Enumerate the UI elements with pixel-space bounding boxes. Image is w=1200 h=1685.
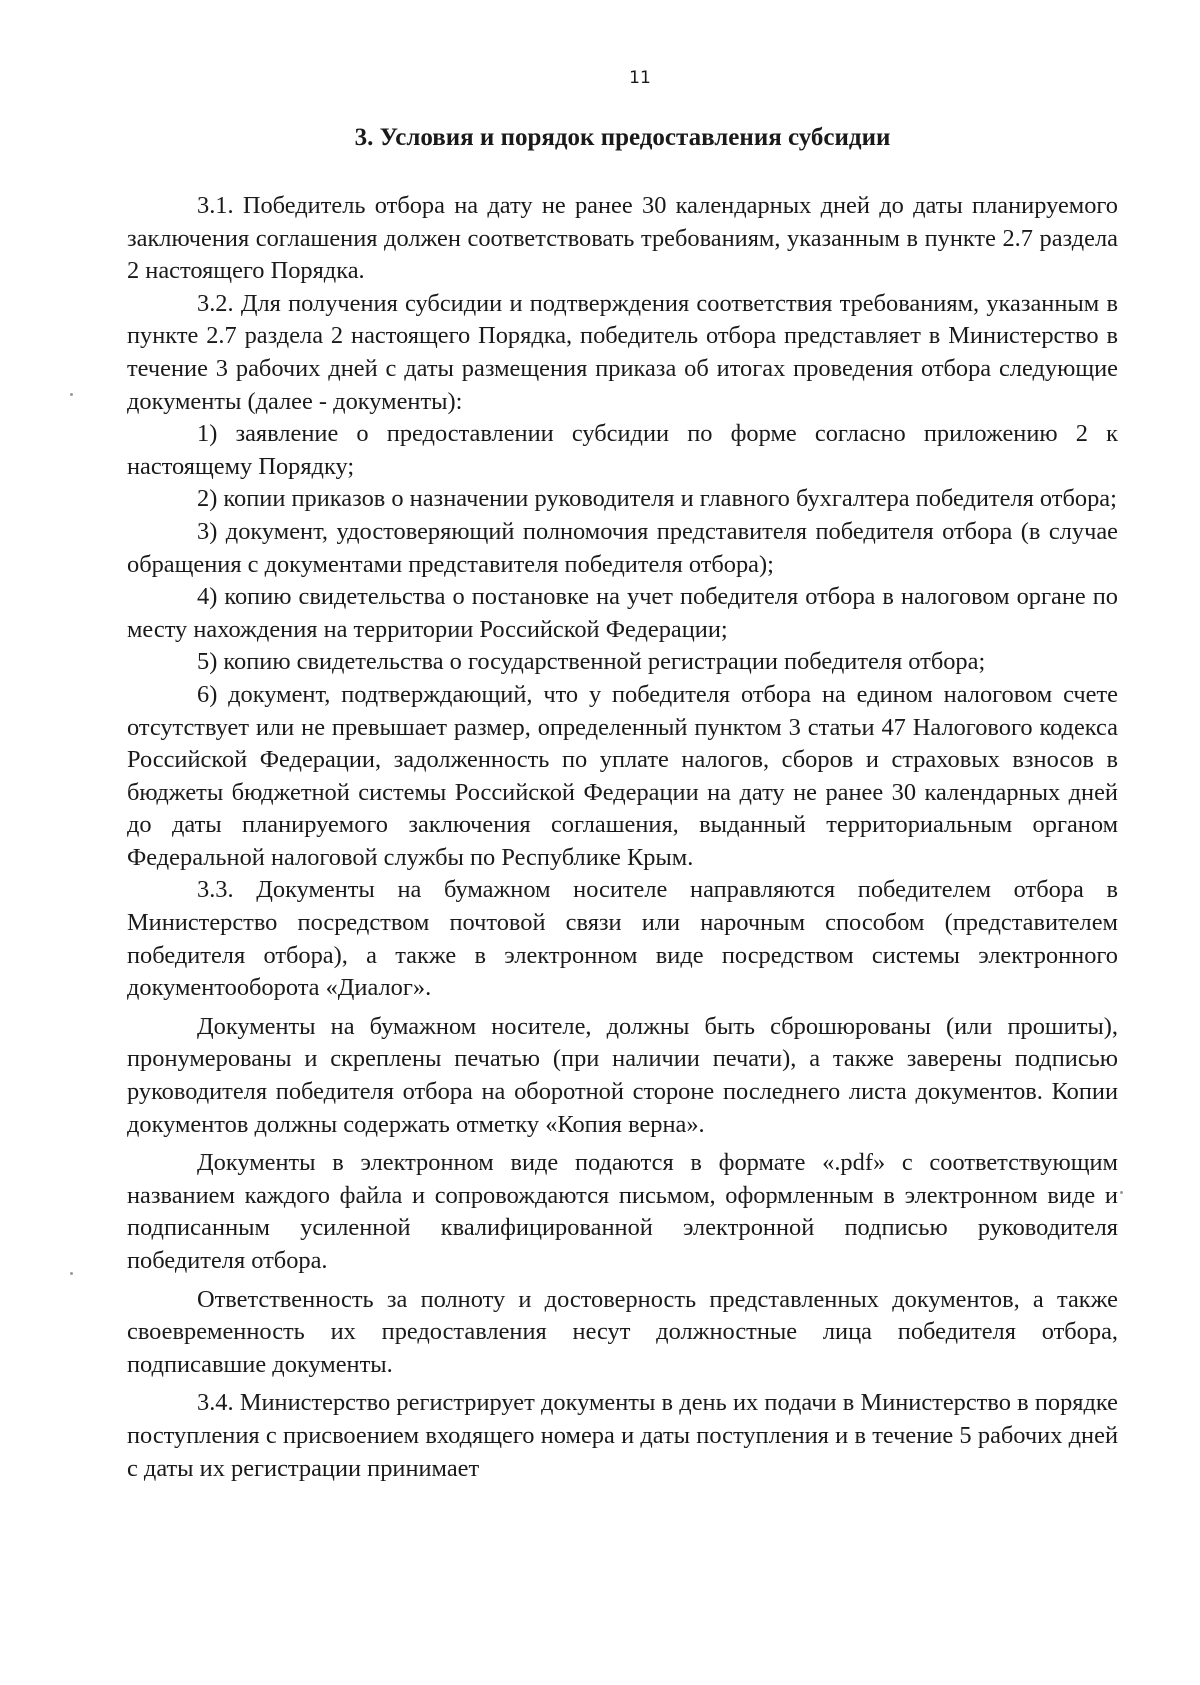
paragraph-3-3: 3.3. Документы на бумажном носителе направляются победителем отбора в Министерство посредством почтовой связи или нарочным способом (представителем победителя отбора), а также в электронном виде посредством системы электронного документооборота «Диалог». <box>127 876 1118 1002</box>
section-title: 3. Условия и порядок предоставления субсидии <box>354 124 891 151</box>
scan-artifact <box>1120 1191 1123 1194</box>
paragraph-paper-documents: Документы на бумажном носителе, должны быть сброшюрованы (или прошиты), пронумерованы и скреплены печатью (при наличии печати), а также заверены подписью руководителя победителя отбора на оборотной стороне последнего листа документов. Копии документов должны содержать отметку «Копия верна». <box>127 1012 1118 1138</box>
scan-artifact <box>70 393 73 396</box>
list-item-4: 4) копию свидетельства о постановке на учет победителя отбора в налоговом органе по месту нахождения на территории Российской Федерации; <box>127 583 1118 643</box>
paragraph-3-2: 3.2. Для получения субсидии и подтверждения соответствия требованиям, указанным в пункте 2.7 раздела 2 настоящего Порядка, победитель отбора представляет в Министерство в течение 3 рабочих дней с даты размещения приказа об итогах проведения отбора следующие документы (далее - документы): <box>127 289 1118 415</box>
page-number: 11 <box>629 68 651 88</box>
paragraph-3-1: 3.1. Победитель отбора на дату не ранее 30 календарных дней до даты планируемого заключения соглашения должен соответствовать требованиям, указанным в пункте 2.7 раздела 2 настоящего Порядка. <box>127 192 1118 285</box>
list-item-5: 5) копию свидетельства о государственной регистрации победителя отбора; <box>197 648 986 676</box>
list-item-6: 6) документ, подтверждающий, что у победителя отбора на едином налоговом счете отсутствует или не превышает размер, определенный пунктом 3 статьи 47 Налогового кодекса Российской Федерации, задолженность по уплате налогов, сборов и страховых взносов в бюджеты бюджетной системы Российской Федерации на дату не ранее 30 календарных дней до даты планируемого заключения соглашения, выданный территориальным органом Федеральной налоговой службы по Республике Крым. <box>127 680 1118 871</box>
paragraph-electronic-documents: Документы в электронном виде подаются в формате «.pdf» с соответствующим названием каждого файла и сопровождаются письмом, оформленным в электронном виде и подписанным усиленной квалифицированной электронной подписью руководителя победителя отбора. <box>127 1149 1118 1274</box>
document-body <box>127 190 1118 1485</box>
list-item-1: 1) заявление о предоставлении субсидии по форме согласно приложению 2 к настоящему Порядку; <box>127 420 1118 480</box>
paragraph-responsibility: Ответственность за полноту и достоверность представленных документов, а также своевременность их предоставления несут должностные лица победителя отбора, подписавшие документы. <box>127 1285 1118 1378</box>
list-item-3: 3) документ, удостоверяющий полномочия представителя победителя отбора (в случае обращения с документами представителя победителя отбора); <box>127 517 1118 578</box>
list-item-2: 2) копии приказов о назначении руководителя и главного бухгалтера победителя отбора; <box>197 485 1117 513</box>
paragraph-3-4: 3.4. Министерство регистрирует документы в день их подачи в Министерство в порядке поступления с присвоением входящего номера и даты поступления и в течение 5 рабочих дней с даты их регистрации принимает <box>127 1389 1118 1482</box>
scan-artifact <box>70 1272 73 1275</box>
